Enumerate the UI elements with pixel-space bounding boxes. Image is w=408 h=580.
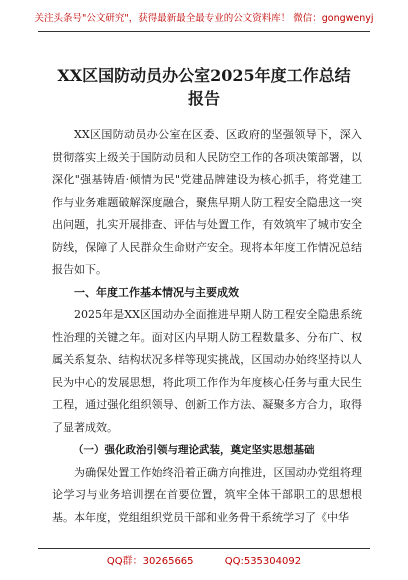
section-1-paragraph: 2025年是XX区国动办全面推进早期人防工程安全隐患系统性治理的关键之年。面对区内早期人防工程数量多、分布广、权属关系复杂、结构状况多样等现实挑战，区国动办始终坚持以人民为中心的发展思想，将此项工作作为年度核心任务与重大民生工程，通过强化组织领导、创新工作方法、凝聚多方合力，取得了显著成效。 [52,308,362,434]
header-divider [38,31,370,32]
footer-contact [0,552,408,567]
subsection-1-paragraph: 为确保处置工作始终沿着正确方向推进，区国动办党组将理论学习与业务培训摆在首要位置，筑牢全体干部职工的思想根基。本年度，党组组织党员干部和业务骨干系统学习了《中华 [52,465,362,524]
footer-qq-group: QQ群：30265665 [106,556,194,567]
header-notice: 关注头条号"公文研究"，获得最新最全最专业的公文资料库！ 微信：gongwenyj [34,13,374,24]
footer-qq: QQ:535304092 [224,556,302,567]
document-body [52,124,362,529]
subsection-1-heading: （一）强化政治引领与理论武装，奠定坚实思想基础 [73,444,315,456]
title-line-1: XX区国防动员办公室2025年度工作总结 [57,66,351,85]
title-line-2: 报告 [187,89,220,108]
section-1-heading: 一、年度工作基本情况与主要成效 [74,285,239,299]
intro-paragraph: XX区国防动员办公室在区委、区政府的坚强领导下，深入贯彻落实上级关于国防动员和人民防空工作的各项决策部署，以深化"强基铸盾·倾情为民"党建品牌建设为核心抓手，将党建工作与业务难题破解深度融合，聚焦早期人防工程安全隐患这一突出问题，扎实开展排查、评估与处置工作，有效筑牢了城市安全防线，保障了人民群众生命财产安全。现将本年度工作情况总结报告如下。 [52,128,362,276]
footer-divider [38,548,370,549]
document-title [40,64,368,110]
